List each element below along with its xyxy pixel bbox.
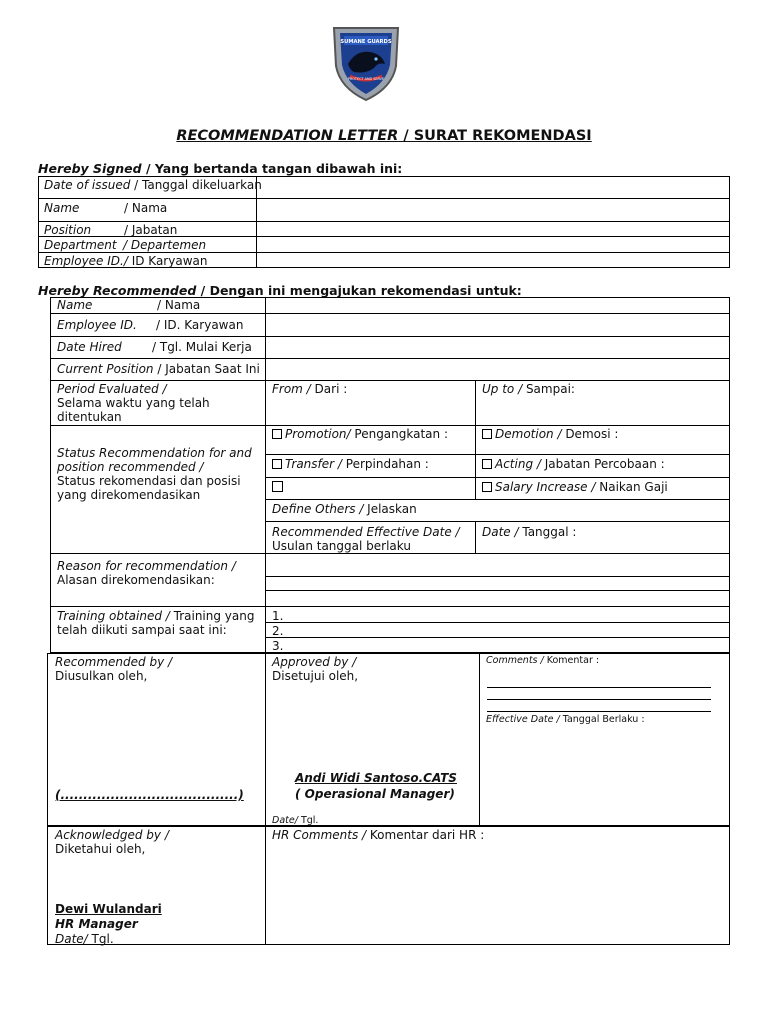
field-date-hired[interactable]	[267, 337, 727, 357]
label-rec-employee-id: Employee ID. / ID. Karyawan	[57, 318, 244, 332]
label-period-evaluated: Period Evaluated / Selama waktu yang telah ditentukan	[57, 382, 210, 424]
field-department[interactable]	[258, 237, 728, 250]
hr-manager-title: HR Manager	[55, 917, 138, 931]
label-recommended-by: Recommended by / Diusulkan oleh,	[55, 655, 173, 683]
label-training: Training obtained / Training yang telah diikuti sampai saat ini:	[57, 609, 255, 637]
field-rec-name[interactable]	[267, 298, 727, 312]
section-signed-heading: Hereby Signed / Yang bertanda tangan dibawah ini:	[38, 161, 403, 176]
comments-line-1[interactable]	[487, 687, 711, 688]
field-training-3[interactable]: 3.	[272, 639, 284, 653]
label-date-hired: Date Hired / Tgl. Mulai Kerja	[57, 340, 252, 354]
hr-manager-name: Dewi Wulandari	[55, 902, 162, 916]
label-recommended-effective-date: Recommended Effective Date / Usulan tanggal berlaku	[272, 525, 460, 553]
option-acting[interactable]: Acting / Jabatan Percobaan :	[482, 457, 665, 471]
label-hr-date: Date/ Tgl.	[55, 932, 114, 946]
svg-text:PROTECT AND SERVE: PROTECT AND SERVE	[347, 77, 385, 81]
approver-name: Andi Widi Santoso.CATS	[295, 771, 457, 785]
checkbox-icon[interactable]	[482, 482, 492, 492]
option-demotion[interactable]: Demotion / Demosi :	[482, 427, 618, 441]
checkbox-icon[interactable]	[482, 429, 492, 439]
comments-line-2[interactable]	[487, 699, 711, 700]
document-title: RECOMMENDATION LETTER / SURAT REKOMENDASI	[176, 128, 592, 144]
section-recommended-heading: Hereby Recommended / Dengan ini mengajukan rekomendasi untuk:	[38, 283, 522, 298]
label-status-recommendation: Status Recommendation for and position recommended / Status rekomendasi dan posisi yang direkomendasikan	[57, 446, 252, 502]
field-reason[interactable]	[267, 555, 727, 605]
checkbox-icon[interactable]	[272, 459, 282, 469]
checkbox-icon[interactable]	[272, 429, 282, 439]
option-other-checkbox[interactable]	[272, 480, 286, 494]
label-acknowledged-by: Acknowledged by / Diketahui oleh,	[55, 828, 169, 856]
field-position[interactable]	[258, 222, 728, 235]
label-comments: Comments / Komentar :	[486, 655, 600, 666]
checkbox-icon[interactable]	[482, 459, 492, 469]
label-hr-comments: HR Comments / Komentar dari HR :	[272, 828, 485, 842]
label-current-position: Current Position / Jabatan Saat Ini	[57, 362, 260, 376]
field-name[interactable]	[258, 200, 728, 219]
label-employee-id: Employee ID./ ID Karyawan	[44, 254, 208, 268]
label-position: Position / Jabatan	[44, 223, 178, 237]
svg-text:SUMANE GUARDS: SUMANE GUARDS	[340, 39, 392, 45]
field-current-position[interactable]	[267, 359, 727, 379]
option-salary-increase[interactable]: Salary Increase / Naikan Gaji	[482, 480, 668, 494]
field-define-others[interactable]: Define Others / Jelaskan	[272, 502, 417, 516]
label-reason: Reason for recommendation / Alasan direkomendasikan:	[57, 559, 236, 587]
recommender-signature-line[interactable]: (.......................................)	[55, 788, 244, 802]
company-logo-shield	[330, 22, 402, 102]
title-indonesian: SURAT REKOMENDASI	[413, 128, 592, 144]
checkbox-icon[interactable]	[272, 481, 283, 492]
option-promotion[interactable]: Promotion/ Pengangkatan :	[272, 427, 448, 441]
label-department: Department / Departemen	[44, 238, 207, 252]
option-transfer[interactable]: Transfer / Perpindahan :	[272, 457, 429, 471]
comments-line-3[interactable]	[487, 711, 711, 712]
label-name: Name / Nama	[44, 201, 168, 215]
field-training-2[interactable]: 2.	[272, 624, 284, 638]
label-rec-name: Name / Nama	[57, 298, 201, 312]
label-approval-date: Date/ Tgl.	[272, 815, 319, 826]
field-training-1[interactable]: 1.	[272, 609, 284, 623]
field-employee-id[interactable]	[258, 253, 728, 266]
field-effective-date[interactable]: Date / Tanggal :	[482, 525, 577, 539]
label-approved-by: Approved by / Disetujui oleh,	[272, 655, 359, 683]
title-english: RECOMMENDATION LETTER	[176, 128, 399, 144]
field-date-issued[interactable]	[258, 178, 728, 196]
field-hr-comments[interactable]	[267, 845, 727, 943]
label-effective-date-approval: Effective Date / Tanggal Berlaku :	[486, 714, 645, 725]
label-date-issued: Date of issued / Tanggal dikeluarkan	[44, 178, 262, 192]
field-rec-employee-id[interactable]	[267, 315, 727, 335]
field-from[interactable]: From / Dari :	[272, 382, 348, 396]
approver-title: ( Operasional Manager)	[295, 787, 455, 801]
field-up-to[interactable]: Up to / Sampai:	[482, 382, 575, 396]
